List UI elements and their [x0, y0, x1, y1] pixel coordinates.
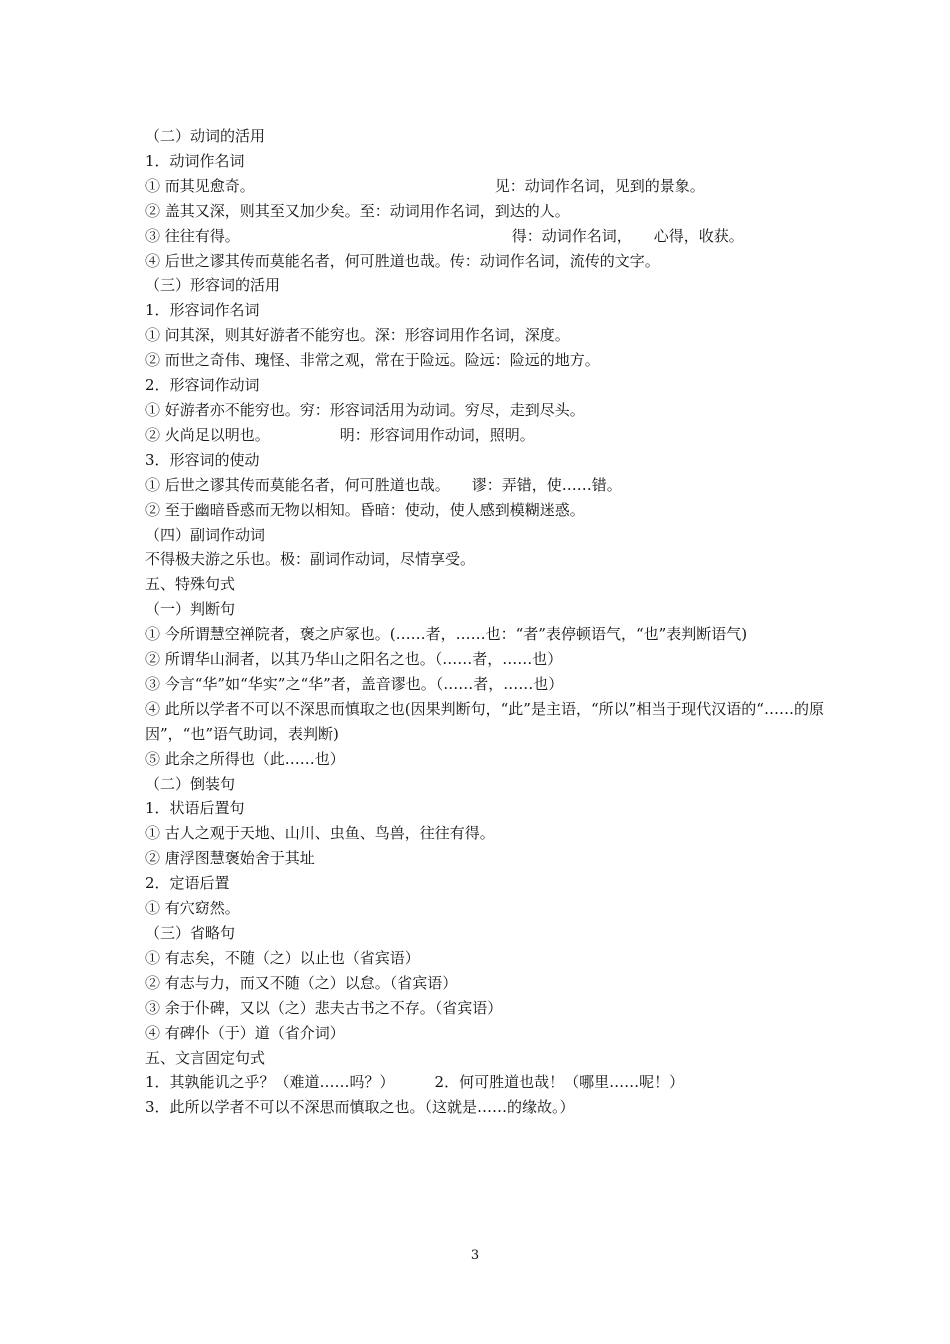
fixed-pattern-2: 2．何可胜道也哉！（哪里……呢！） [434, 1073, 685, 1092]
text-line [145, 423, 825, 448]
section-heading: （二）倒装句 [145, 774, 236, 793]
example-note: 得：动词作名词， [511, 226, 632, 245]
section-heading: （二）动词的活用 [145, 127, 266, 145]
example-sentence: ① 而其见愈奇。 [145, 176, 255, 195]
text-line: ② 至于幽暗昏惑而无物以相知。昏暗：使动，使人感到模糊迷惑。 [145, 500, 585, 519]
text-line [145, 1070, 825, 1095]
subsection-heading: 2．定语后置 [145, 874, 230, 893]
text-line: ② 唐浮图慧褒始舍于其址 [145, 849, 315, 868]
subsection-heading: 3．形容词的使动 [145, 450, 260, 469]
section-heading: （四）副词作动词 [145, 525, 266, 544]
text-line [145, 224, 825, 249]
text-paragraph: ④ 此所以学者不可以不深思而慎取之也(因果判断句，“此”是主语，“所以”相当于现代汉语的“……的原因”，“也”语气助词，表判断) [145, 699, 824, 743]
text-line: ⑤ 此余之所得也（此……也） [145, 749, 345, 768]
text-line: ① 有穴窈然。 [145, 899, 240, 918]
section-heading: （一）判断句 [145, 600, 236, 619]
subsection-heading: 2．形容词作动词 [145, 376, 260, 395]
subsection-heading: 1．状语后置句 [145, 799, 245, 818]
subsection-heading: 1．形容词作名词 [145, 301, 260, 320]
example-sentence: ② 火尚足以明也。 [145, 425, 270, 444]
example-note: 明：形容词用作动词，照明。 [339, 425, 535, 444]
text-line: ① 好游者亦不能穷也。穷：形容词活用为动词。穷尽，走到尽头。 [145, 400, 585, 419]
text-line: ④ 后世之谬其传而莫能名者，何可胜道也哉。传：动词作名词，流传的文字。 [145, 251, 660, 270]
fixed-pattern-3: 3．此所以学者不可以不深思而慎取之也。（这就是……的缘故。） [145, 1098, 575, 1117]
document-body [145, 124, 825, 1120]
example-sentence: ① 后世之谬其传而莫能名者，何可胜道也哉。 [145, 475, 450, 494]
text-line: ③ 余于仆碑，又以（之）悲夫古书之不存。（省宾语） [145, 998, 503, 1017]
chapter-heading: 五、文言固定句式 [145, 1048, 266, 1067]
section-heading: （三）省略句 [145, 924, 236, 942]
example-note-continued: 心得，收获。 [653, 226, 744, 245]
text-line: ② 所谓华山洞者，以其乃华山之阳名之也。（……者，……也） [145, 650, 563, 669]
example-note: 谬：弄错，使……错。 [471, 475, 622, 494]
example-sentence: ③ 往往有得。 [145, 226, 240, 245]
text-line: ① 问其深，则其好游者不能穷也。深：形容词用作名词，深度。 [145, 326, 570, 345]
text-paragraph: ① 今所谓慧空禅院者，褒之庐冢也。(……者，……也：“者”表停顿语气，“也”表判断语气) [145, 625, 748, 644]
section-heading: （三）形容词的活用 [145, 276, 281, 295]
text-line: ② 盖其又深，则其至又加少矣。至：动词用作名词，到达的人。 [145, 201, 570, 220]
text-line: ② 而世之奇伟、瑰怪、非常之观，常在于险远。险远：险远的地方。 [145, 351, 600, 370]
chapter-heading: 五、特殊句式 [145, 575, 236, 594]
text-line: ② 有志与力，而又不随（之）以怠。（省宾语） [145, 973, 458, 992]
text-line [145, 174, 825, 199]
example-note: 见：动词作名词，见到的景象。 [494, 176, 705, 195]
page-number: 3 [470, 1248, 480, 1263]
fixed-pattern-1: 1．其孰能讥之乎？（难道……吗？） [145, 1073, 395, 1092]
text-line: 不得极夫游之乐也。极：副词作动词，尽情享受。 [145, 550, 476, 569]
text-line: ① 有志矣，不随（之）以止也（省宾语） [145, 948, 420, 967]
subsection-heading: 1．动词作名词 [145, 151, 245, 170]
text-line: ③ 今言“华”如“华实”之“华”者，盖音谬也。（……者，……也） [145, 674, 564, 693]
text-line: ④ 有碑仆（于）道（省介词） [145, 1023, 345, 1042]
text-line: ① 古人之观于天地、山川、虫鱼、鸟兽，往往有得。 [145, 824, 495, 843]
text-line [145, 473, 825, 498]
